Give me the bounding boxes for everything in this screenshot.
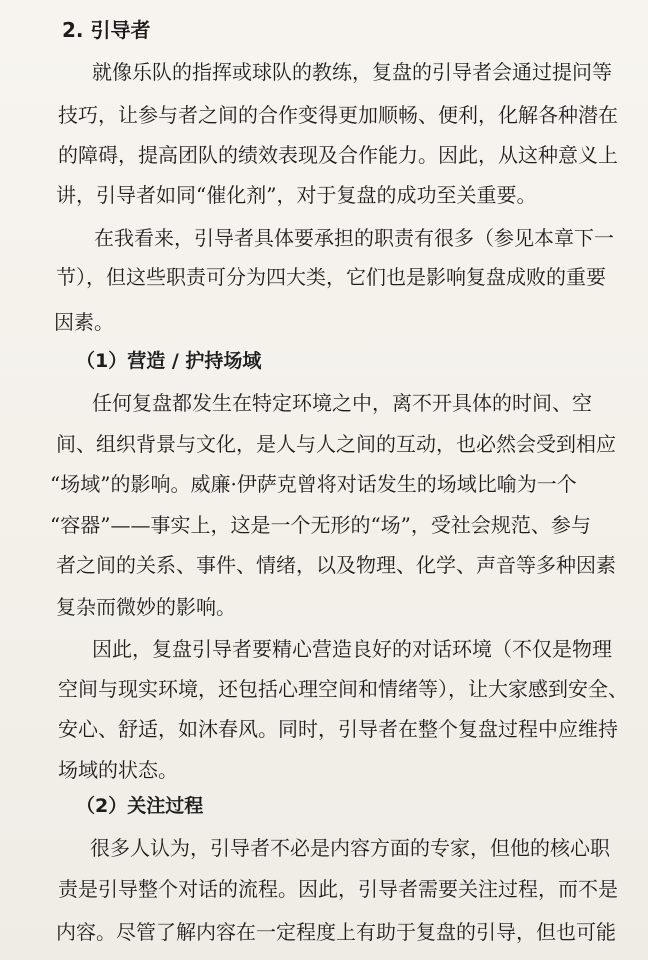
- body-line: 讲，引导者如同“催化剂”，对于复盘的成功至关重要。: [56, 183, 537, 207]
- body-line: 场域的状态。: [58, 758, 178, 782]
- body-line: 就像乐队的指挥或球队的教练，复盘的引导者会通过提问等: [92, 60, 612, 84]
- body-line: 任何复盘都发生在特定环境之中，离不开具体的时间、空: [92, 391, 592, 415]
- body-line: 责是引导整个对话的流程。因此，引导者需要关注过程，而不是: [58, 877, 618, 901]
- body-line: 节），但这些职责可分为四大类，它们也是影响复盘成败的重要: [56, 265, 606, 289]
- body-line: “场域”的影响。威廉·伊萨克曾将对话发生的场域比喻为一个: [50, 472, 577, 496]
- subsection-2-title: （2）关注过程: [76, 795, 204, 817]
- body-line: 间、组织背景与文化，是人与人之间的互动，也必然会受到相应: [56, 432, 616, 456]
- body-line: 复杂而微妙的影响。: [56, 595, 236, 619]
- show-through-text: [360, 0, 648, 30]
- body-line: 技巧，让参与者之间的合作变得更加顺畅、便利，化解各种潜在: [58, 103, 618, 127]
- subsection-1-title: （1）营造 / 护持场域: [76, 350, 262, 372]
- body-line: 安心、舒适，如沐春风。同时，引导者在整个复盘过程中应维持: [58, 717, 618, 741]
- body-line: 因此，复盘引导者要精心营造良好的对话环境（不仅是物理: [92, 637, 612, 661]
- body-line: 空间与现实环境，还包括心理空间和情绪等），让大家感到安全、: [58, 677, 628, 701]
- body-line: 的障碍，提高团队的绩效表现及合作能力。因此，从这种意义上: [58, 143, 618, 167]
- body-line: 内容。尽管了解内容在一定程度上有助于复盘的引导，但也可能: [56, 920, 616, 944]
- body-line: 因素。: [54, 310, 114, 334]
- body-line: 在我看来，引导者具体要承担的职责有很多（参见本章下一: [94, 226, 614, 250]
- section-heading: 2. 引导者: [62, 18, 151, 42]
- body-line: 很多人认为，引导者不必是内容方面的专家，但他的核心职: [90, 836, 610, 860]
- body-line: 者之间的关系、事件、情绪，以及物理、化学、声音等多种因素: [56, 553, 616, 577]
- body-line: “容器”——事实上，这是一个无形的“场”，受社会规范、参与: [50, 513, 591, 537]
